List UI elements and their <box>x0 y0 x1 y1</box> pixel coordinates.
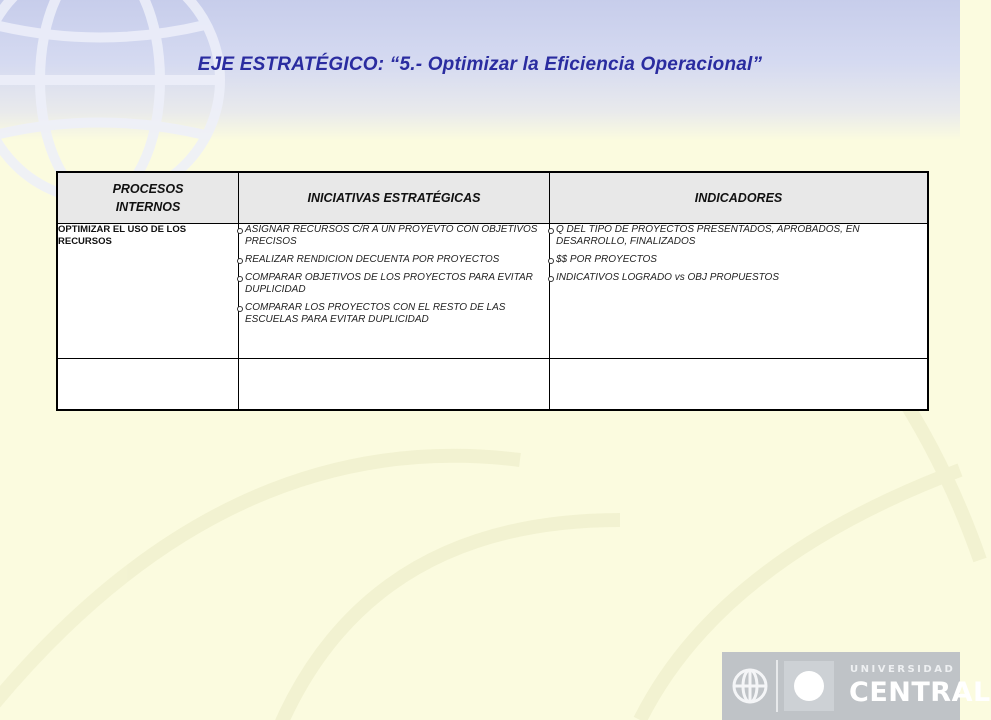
list-item: COMPARAR OBJETIVOS DE LOS PROYECTOS PARA EVITAR DUPLICIDAD <box>239 272 549 296</box>
bullet-icon <box>548 258 554 264</box>
logo-divider <box>776 660 778 712</box>
indicators-list <box>550 224 927 284</box>
header-processes: PROCESOS INTERNOS <box>57 172 239 224</box>
bullet-icon <box>237 306 243 312</box>
header-indicators: INDICADORES <box>550 172 929 224</box>
initiatives-list <box>239 224 549 326</box>
list-item: REALIZAR RENDICION DECUENTA POR PROYECTOS <box>239 254 549 266</box>
list-item: ASIGNAR RECURSOS C/R A UN PROYEVTO CON OBJETIVOS PRECISOS <box>239 224 549 248</box>
circle-icon <box>784 661 834 711</box>
indicators-cell <box>550 224 929 359</box>
empty-cell <box>239 359 550 411</box>
initiatives-cell <box>239 224 550 359</box>
strategy-table <box>56 171 929 411</box>
list-item: COMPARAR LOS PROYECTOS CON EL RESTO DE LAS ESCUELAS PARA EVITAR DUPLICIDAD <box>239 302 549 326</box>
logo-line-2: CENTRAL <box>849 677 991 708</box>
table-row <box>57 224 928 359</box>
bullet-icon <box>237 258 243 264</box>
bullet-icon <box>548 276 554 282</box>
university-logo <box>722 652 991 720</box>
page-title: EJE ESTRATÉGICO: “5.- Optimizar la Eficiencia Operacional” <box>197 54 763 75</box>
bullet-icon <box>548 228 554 234</box>
empty-cell <box>57 359 239 411</box>
empty-cell <box>550 359 929 411</box>
table-header-row <box>57 172 928 224</box>
list-item: $$ POR PROYECTOS <box>550 254 927 266</box>
process-cell: OPTIMIZAR EL USO DE LOS RECURSOS <box>57 224 239 359</box>
globe-icon <box>730 666 770 706</box>
table-row-empty <box>57 359 928 411</box>
list-item: Q DEL TIPO DE PROYECTOS PRESENTADOS, APROBADOS, EN DESARROLLO, FINALIZADOS <box>550 224 927 248</box>
logo-line-1: UNIVERSIDAD <box>850 664 956 675</box>
bullet-icon <box>237 276 243 282</box>
list-item: INDICATIVOS LOGRADO vs OBJ PROPUESTOS <box>550 272 927 284</box>
header-initiatives: INICIATIVAS ESTRATÉGICAS <box>239 172 550 224</box>
bullet-icon <box>237 228 243 234</box>
